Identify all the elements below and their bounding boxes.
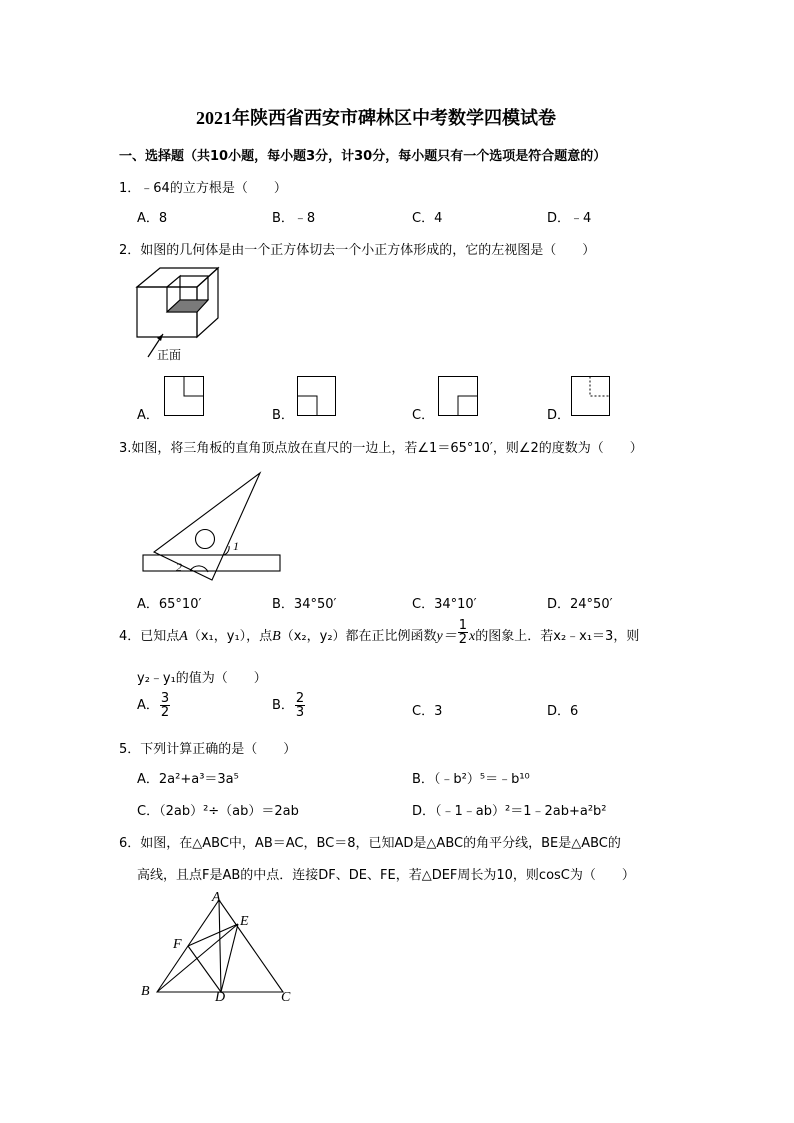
vertex-e-label: E — [240, 914, 249, 929]
vertex-f-label: F — [173, 937, 182, 952]
q2-option-b-letter: B． — [272, 408, 294, 423]
question-4-line2: y₂﹣y₁的值为（ ） — [137, 671, 267, 686]
q4-option-a-num: 3 — [160, 691, 170, 706]
q2-option-d-figure — [571, 376, 611, 416]
q2-option-c-figure — [438, 376, 478, 416]
q1-option-d: D．﹣4 — [547, 211, 592, 226]
q4-option-d: D．6 — [547, 704, 579, 719]
vertex-d-label: D — [215, 990, 226, 1005]
q3-option-a: A．65°10′ — [137, 597, 202, 612]
q2-option-a-letter: A． — [137, 408, 159, 423]
q4-option-a-fraction — [160, 692, 170, 719]
q4-coord-a: （x₁，y₁），点 — [187, 629, 273, 644]
q4-option-a-letter: A． — [137, 698, 159, 713]
q4-fn-numerator: 1 — [458, 618, 468, 633]
q4-option-a — [137, 692, 171, 719]
q4-fn-y: y＝ — [436, 629, 457, 644]
q4-fn-fraction — [458, 619, 468, 646]
vertex-c-label: C — [281, 990, 291, 1005]
q5-option-b: B．（﹣b²）⁵＝﹣b¹⁰ — [412, 772, 530, 787]
q2-option-b-figure — [297, 376, 337, 416]
q2-option-c-letter: C． — [412, 408, 435, 423]
question-2-stem: 2．如图的几何体是由一个正方体切去一个小正方体形成的，它的左视图是（ ） — [119, 243, 596, 258]
question-5-stem: 5．下列计算正确的是（ ） — [119, 742, 297, 757]
question-6-line2: 高线，且点F是AB的中点．连接DF、DE、FE，若△DEF周长为10，则cosC为（ ） — [137, 868, 635, 883]
q4-option-b — [272, 692, 306, 719]
section-heading: 一、选择题（共10小题，每小题3分，计30分，每小题只有一个选项是符合题意的） — [119, 149, 607, 164]
q4-coord-b: （x₂，y₂）都在正比例函数 — [280, 629, 437, 644]
q5-option-c: C．（2ab）²÷（ab）＝2ab — [137, 804, 299, 819]
vertex-b-label: B — [141, 984, 150, 999]
front-view-label: 正面 — [157, 348, 182, 362]
q4-text-a: 4．已知点 — [119, 629, 180, 644]
q2-option-d-letter: D． — [547, 408, 571, 423]
q3-option-b: B．34°50′ — [272, 597, 337, 612]
question-3-stem: 3.如图，将三角板的直角顶点放在直尺的一边上，若∠1＝65°10′，则∠2的度数为（ ） — [119, 441, 643, 456]
q4-point-b: B — [272, 629, 281, 644]
angle-2-label: 2 — [176, 560, 182, 574]
q5-option-d: D．（﹣1﹣ab）²＝1﹣2ab+a²b² — [412, 804, 607, 819]
angle-1-label: 1 — [233, 539, 239, 553]
q4-option-a-den: 2 — [160, 705, 170, 720]
q4-point-a: A — [179, 629, 188, 644]
q4-option-b-num: 2 — [295, 691, 305, 706]
q4-text-b: 的图象上．若x₂﹣x₁＝3，则 — [475, 629, 640, 644]
vertex-a-label: A — [212, 890, 221, 905]
q1-option-a: A．8 — [137, 211, 168, 226]
q4-fn-x: x — [469, 629, 476, 644]
question-6-line1: 6．如图，在△ABC中，AB＝AC，BC＝8，已知AD是△ABC的角平分线，BE是△ABC的 — [119, 836, 621, 851]
q3-option-c: C．34°10′ — [412, 597, 477, 612]
question-4-line1 — [119, 618, 640, 647]
triangle-ruler-figure — [140, 470, 285, 580]
q4-option-b-den: 3 — [295, 705, 305, 720]
q3-option-d: D．24°50′ — [547, 597, 613, 612]
q4-option-b-letter: B． — [272, 698, 294, 713]
page-title: 2021年陕西省西安市碑林区中考数学四模试卷 — [196, 108, 556, 128]
q1-option-b: B．﹣8 — [272, 211, 316, 226]
question-1-stem: 1．﹣64的立方根是（ ） — [119, 181, 287, 196]
q2-option-a-figure — [164, 376, 204, 416]
q4-fn-denominator: 2 — [458, 632, 468, 647]
q4-option-b-fraction — [295, 692, 305, 719]
q4-option-c: C．3 — [412, 704, 443, 719]
q1-option-c: C．4 — [412, 211, 443, 226]
q5-option-a: A．2a²+a³＝3a⁵ — [137, 772, 239, 787]
